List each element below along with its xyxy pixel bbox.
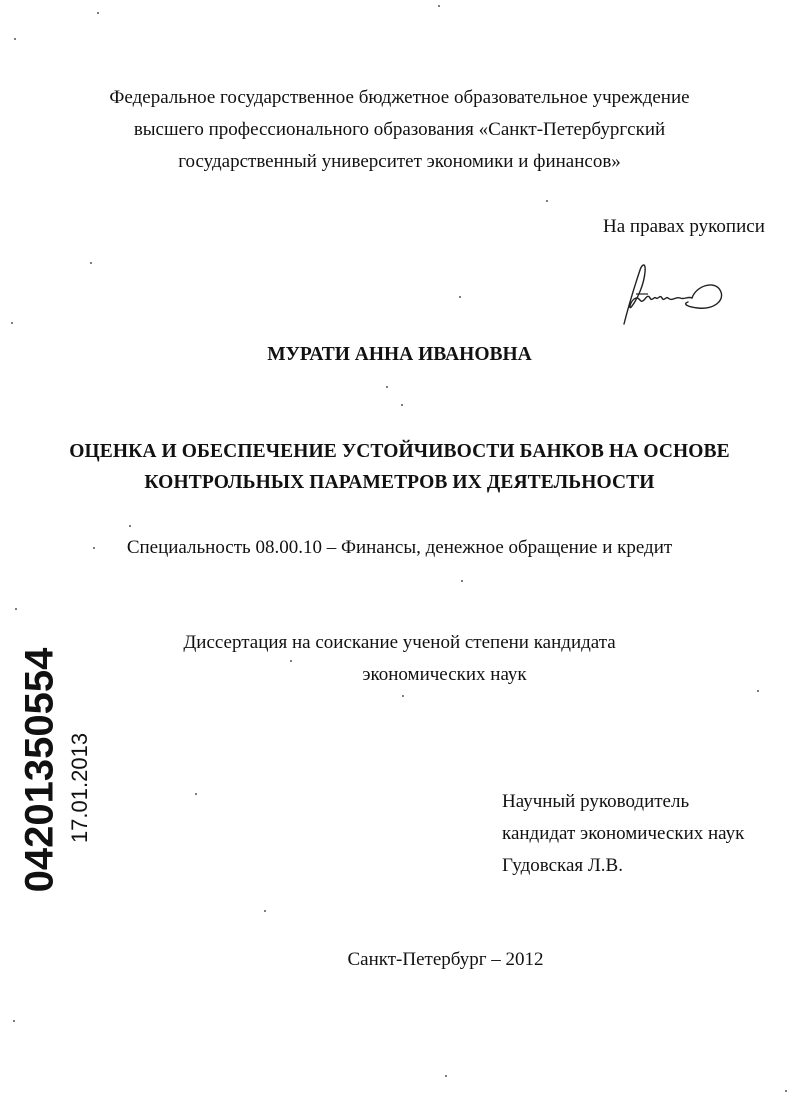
dissertation-line-1: Диссертация на соискание ученой степени кандидата <box>183 632 616 653</box>
stamp-date: 17.01.2013 <box>67 732 92 844</box>
signature-icon <box>618 258 728 330</box>
scan-speck <box>15 608 17 610</box>
scan-speck <box>13 1020 15 1022</box>
scan-speck <box>438 5 440 7</box>
scan-speck <box>14 38 16 40</box>
supervisor-role: Научный руководитель <box>502 791 690 812</box>
scan-speck <box>546 200 548 202</box>
scan-speck <box>11 322 13 324</box>
scan-speck <box>401 404 403 406</box>
scan-speck <box>402 695 404 697</box>
place-year: Санкт-Петербург – 2012 <box>347 949 544 970</box>
institution-line-1: Федеральное государственное бюджетное образовательное учреждение <box>109 87 690 108</box>
scan-speck <box>459 296 461 298</box>
scan-speck <box>129 525 131 527</box>
scan-speck <box>386 386 388 388</box>
author-name: МУРАТИ АННА ИВАНОВНА <box>267 344 532 365</box>
scan-speck <box>785 1090 787 1092</box>
title-line-2: КОНТРОЛЬНЫХ ПАРАМЕТРОВ ИХ ДЕЯТЕЛЬНОСТИ <box>144 472 655 493</box>
supervisor-name: Гудовская Л.В. <box>502 855 623 876</box>
title-line-1: ОЦЕНКА И ОБЕСПЕЧЕНИЕ УСТОЙЧИВОСТИ БАНКОВ НА ОСНОВЕ <box>69 441 730 462</box>
scan-speck <box>290 660 292 662</box>
dissertation-line-2: экономических наук <box>362 664 527 685</box>
institution-line-3: государственный университет экономики и финансов» <box>178 151 621 172</box>
scan-speck <box>97 12 99 14</box>
specialty: Специальность 08.00.10 – Финансы, денежное обращение и кредит <box>126 537 673 558</box>
stamp-registration-number: 04201350554 <box>17 647 62 893</box>
scan-speck <box>461 580 463 582</box>
supervisor-degree: кандидат экономических наук <box>502 823 745 844</box>
scan-speck <box>445 1075 447 1077</box>
institution-line-2: высшего профессионального образования «Санкт-Петербургский <box>133 119 666 140</box>
scan-speck <box>90 262 92 264</box>
scan-speck <box>264 910 266 912</box>
scan-speck <box>757 690 759 692</box>
scan-speck <box>195 793 197 795</box>
manuscript-note: На правах рукописи <box>603 216 765 237</box>
